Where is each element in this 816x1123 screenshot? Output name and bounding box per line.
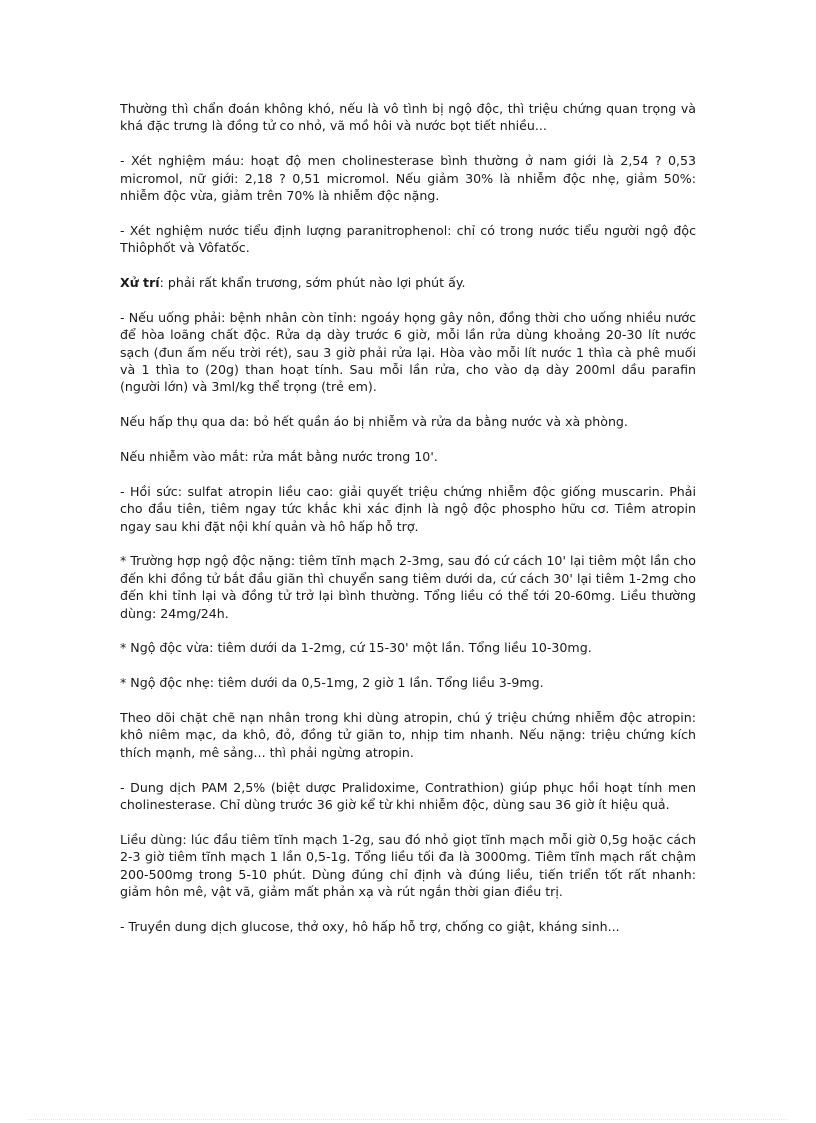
treatment-text: : phải rất khẩn trương, sớm phút nào lợi phút ấy. <box>159 275 466 291</box>
treatment-label: Xử trí <box>120 275 160 291</box>
paragraph-dosage: Liều dùng: lúc đầu tiêm tĩnh mạch 1-2g, sau đó nhỏ giọt tĩnh mạch mỗi giờ 0,5g hoặc cách 2-3 giờ tiêm tĩnh mạch 1 lần 0,5-1g. Tổng liều tối đa là 3000mg. Tiêm tĩnh mạch rất chậm 200-500mg trong 5-10 phút. Dùng đúng chỉ định và đúng liều, tiến triển tốt rất nhanh: giảm hôn mê, vật vã, giảm mất phản xạ và rút ngắn thời gian điều trị. <box>120 831 696 900</box>
paragraph-ingestion: - Nếu uống phải: bệnh nhân còn tỉnh: ngoáy họng gây nôn, đồng thời cho uống nhiều nước để hòa loãng chất độc. Rửa dạ dày trước 6 giờ, mỗi lần rửa dùng khoảng 20-30 lít nước sạch (đun ấm nếu trời rét), sau 3 giờ phải rửa lại. Hòa vào mỗi lít nước 1 thìa cà phê muối và 1 thìa to (20g) than hoạt tính. Sau mỗi lần rửa, cho vào dạ dày 200ml dầu parafin (người lớn) và 3ml/kg thể trọng (trẻ em). <box>120 309 696 395</box>
paragraph-supportive-care: - Truyền dung dịch glucose, thở oxy, hô hấp hỗ trợ, chống co giật, kháng sinh... <box>120 918 620 934</box>
paragraph-diagnosis: Thường thì chẩn đoán không khó, nếu là vô tình bị ngộ độc, thì triệu chứng quan trọng và khá đặc trưng là đồng tử co nhỏ, vã mồ hôi và nước bọt tiết nhiều... <box>120 101 696 134</box>
paragraph-pam-solution: - Dung dịch PAM 2,5% (biệt dược Pralidoxime, Contrathion) giúp phục hồi hoạt tính men cholinesterase. Chỉ dùng trước 36 giờ kể từ khi nhiễm độc, dùng sau 36 giờ ít hiệu quả. <box>120 779 696 813</box>
paragraph-mild-poisoning: * Ngộ độc nhẹ: tiêm dưới da 0,5-1mg, 2 giờ 1 lần. Tổng liều 3-9mg. <box>120 675 544 691</box>
paragraph-severe-poisoning: * Trường hợp ngộ độc nặng: tiêm tĩnh mạch 2-3mg, sau đó cứ cách 10' lại tiêm một lần cho đến khi đồng tử bắt đầu giãn thì chuyển sang tiêm dưới da, cứ cách 30' lại tiêm 1-2mg cho đến khi tỉnh lại và đồng tử trở lại bình thường. Tổng liều có thể tới 20-60mg. Liều thường dùng: 24mg/24h. <box>120 553 696 621</box>
paragraph-skin-absorption: Nếu hấp thụ qua da: bỏ hết quần áo bị nhiễm và rửa da bằng nước và xà phòng. <box>120 414 628 430</box>
paragraph-blood-test: - Xét nghiệm máu: hoạt độ men cholinesterase bình thường ở nam giới là 2,54 ? 0,53 micromol, nữ giới: 2,18 ? 0,51 micromol. Nếu giảm 30% là nhiễm độc nhẹ, giảm 50%: nhiễm độc vừa, giảm trên 70% là nhiễm độc nặng. <box>120 153 696 204</box>
paragraph-treatment-heading <box>120 274 696 291</box>
paragraph-atropine-monitoring: Theo dõi chặt chẽ nạn nhân trong khi dùng atropin, chú ý triệu chứng nhiễm độc atropin: khô niêm mạc, da khô, đỏ, đồng tử giãn to, nhịp tim nhanh. Nếu nặng: triệu chứng kích thích mạnh, mê sảng... thì phải ngừng atropin. <box>120 710 696 760</box>
page-bottom-divider <box>28 1119 788 1120</box>
document-page <box>120 100 696 953</box>
paragraph-urine-test: - Xét nghiệm nước tiểu định lượng paranitrophenol: chỉ có trong nước tiểu người ngộ độc Thiôphốt và Vôfatốc. <box>120 222 696 256</box>
paragraph-resuscitation: - Hồi sức: sulfat atropin liều cao: giải quyết triệu chứng nhiễm độc giống muscarin. Phải cho đầu tiên, tiêm ngay tức khắc khi xác định là ngộ độc phospho hữu cơ. Tiêm atropin ngay sau khi đặt nội khí quản và hô hấp hỗ trợ. <box>120 483 696 534</box>
paragraph-eye-exposure: Nếu nhiễm vào mắt: rửa mắt bằng nước trong 10'. <box>120 449 438 465</box>
paragraph-moderate-poisoning: * Ngộ độc vừa: tiêm dưới da 1-2mg, cứ 15-30' một lần. Tổng liều 10-30mg. <box>120 640 592 656</box>
